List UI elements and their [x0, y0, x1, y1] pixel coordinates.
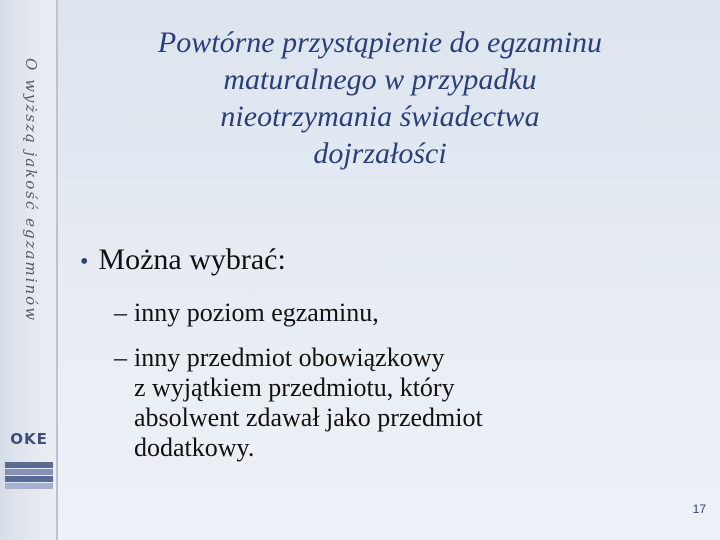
oke-logo: OKE [10, 430, 48, 448]
logo-line-2 [5, 469, 53, 475]
logo-line-4 [5, 483, 53, 489]
title-line-1: Powtórne przystąpienie do egzaminu [157, 26, 603, 59]
dash-icon: – [114, 298, 127, 327]
sidebar-slogan: O wyższą jakość egzaminów [22, 58, 40, 323]
sub-item-2-line-4: dodatkowy. [134, 433, 255, 462]
sub-item-2-line-3: absolwent zdawał jako przedmiot [134, 403, 483, 432]
sub-item-2-line-1: inny przedmiot obowiązkowy [134, 343, 445, 372]
slide-title [72, 24, 688, 172]
bullet-item [80, 242, 680, 280]
dash-icon: – [114, 343, 127, 372]
sidebar-divider [56, 0, 58, 540]
sub-item-2-line-2: z wyjątkiem przedmiotu, który [134, 373, 455, 402]
title-line-3: nieotrzymania świadectwa [220, 100, 540, 133]
sub-item-1 [114, 298, 674, 328]
page-number: 17 [692, 502, 706, 516]
logo-line-3 [5, 476, 53, 482]
logo-line-1 [5, 462, 53, 468]
sub-item-1-line-1: inny poziom egzaminu, [134, 298, 379, 327]
bullet-text: Można wybrać: [98, 243, 286, 276]
sub-item-2 [114, 343, 674, 463]
bullet-dot-icon: • [80, 249, 89, 275]
title-line-2: maturalnego w przypadku [223, 63, 537, 96]
oke-logo-lines [5, 462, 53, 492]
sidebar-decoration [0, 0, 58, 540]
title-line-4: dojrzałości [313, 137, 447, 170]
